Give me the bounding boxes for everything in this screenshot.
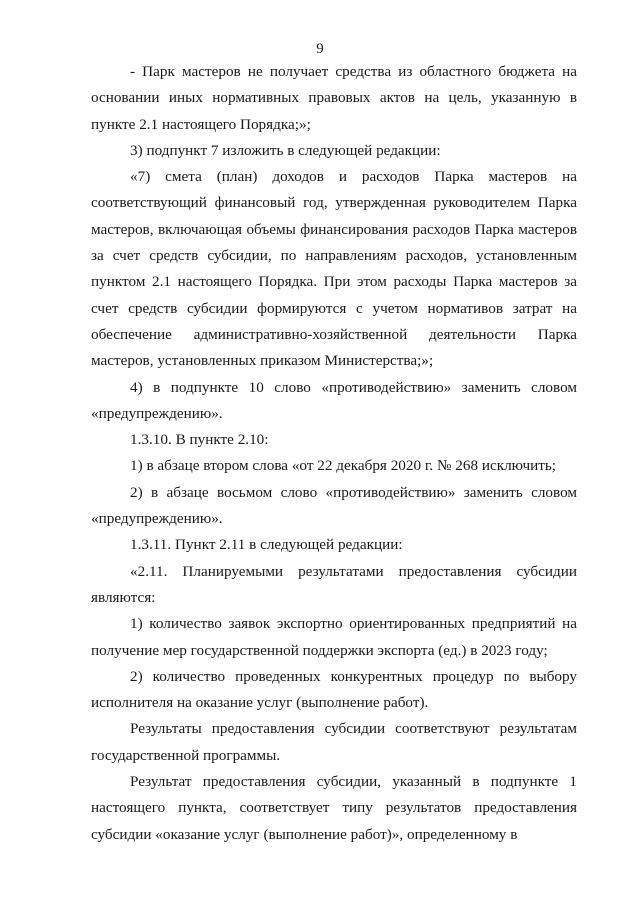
paragraph: - Парк мастеров не получает средства из областного бюджета на основании иных нормативных правовых актов на цель, указанную в пункте 2.1 настоящего Порядка;»; xyxy=(91,63,577,133)
paragraph: 2) количество проведенных конкурентных процедур по выбору исполнителя на оказание услуг (выполнение работ). xyxy=(91,667,577,712)
paragraph: «2.11. Планируемыми результатами предоставления субсидии являются: xyxy=(91,562,577,606)
paragraph: 3) подпункт 7 изложить в следующей редакции: xyxy=(130,141,441,159)
paragraph: «7) смета (план) доходов и расходов Парка мастеров на соответствующий финансовый год, утвержденная руководителем Парка мастеров, включающая объемы финансирования расходов Парка мастеров за счет средств субсидии, по направлениям расходов, установленным пунктом 2.1 настоящего Порядка. При этом расходы Парка мастеров за счет средств субсидии формируются с учетом нормативов затрат на обеспечение административно-хозяйственной деятельности Парка мастеров, установленных приказом Министерства;»; xyxy=(91,168,577,370)
paragraph: Результаты предоставления субсидии соответствуют результатам государственной программы. xyxy=(91,720,577,764)
paragraph: 1) количество заявок экспортно ориентированных предприятий на получение мер государственной поддержки экспорта (ед.) в 2023 году; xyxy=(91,615,577,659)
paragraph: Результат предоставления субсидии, указанный в подпункте 1 настоящего пункта, соответствует типу результатов предоставления субсидии «оказание услуг (выполнение работ)», определенному в xyxy=(91,773,577,843)
document-body xyxy=(91,59,577,848)
paragraph: 1.3.10. В пункте 2.10: xyxy=(130,431,269,449)
paragraph: 4) в подпункте 10 слово «противодействию» заменить словом «предупреждению». xyxy=(91,378,577,422)
paragraph: 1) в абзаце втором слова «от 22 декабря 2020 г. № 268 исключить; xyxy=(130,457,556,475)
paragraph: 1.3.11. Пункт 2.11 в следующей редакции: xyxy=(130,536,403,554)
page-number: 9 xyxy=(316,41,324,57)
paragraph: 2) в абзаце восьмом слово «противодействию» заменить словом «предупреждению». xyxy=(91,483,577,528)
